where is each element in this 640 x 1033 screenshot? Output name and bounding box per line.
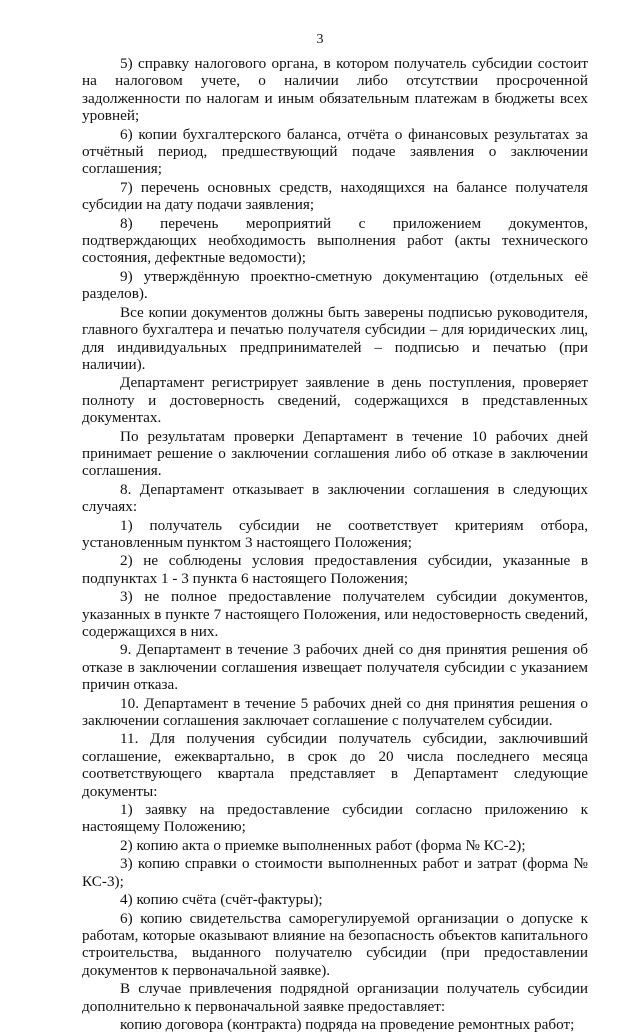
paragraph: 1) заявку на предоставление субсидии согласно приложению к настоящему Положению; bbox=[82, 801, 588, 836]
paragraph: 10. Департамент в течение 5 рабочих дней со дня принятия решения о заключении соглашения заключает соглашение с получателем субсидии. bbox=[82, 694, 588, 730]
paragraph: 6) копию свидетельства саморегулируемой организации о допуске к работам, которые оказывают влияние на безопасность объектов капитального строительства, выданного получателю субсидии (при предоставлении документов к первоначальной заявке). bbox=[82, 909, 588, 979]
paragraph: 3) не полное предоставление получателем субсидии документов, указанных в пункте 7 настоящего Положения, или недостоверность сведений, содержащихся в них. bbox=[82, 588, 588, 640]
page-number: 3 bbox=[316, 32, 324, 47]
paragraph: 8. Департамент отказывает в заключении соглашения в следующих случаях: bbox=[82, 480, 588, 516]
paragraph: 3) копию справки о стоимости выполненных работ и затрат (форма № КС-3); bbox=[82, 855, 588, 890]
paragraph: 5) справку налогового органа, в котором получатель субсидии состоит на налоговом учете, о наличии либо отсутствии просроченной задолженности по налогам и иным обязательным платежам в бюджеты всех уровней; bbox=[82, 55, 588, 125]
paragraph: Все копии документов должны быть заверены подписью руководителя, главного бухгалтера и печатью получателя субсидии – для юридических лиц, для индивидуальных предпринимателей – подписью и печатью (при наличии). bbox=[82, 303, 588, 373]
paragraph: копию договора (контракта) подряда на проведение ремонтных работ; bbox=[120, 1015, 575, 1033]
paragraph: 4) копию счёта (счёт-фактуры); bbox=[120, 891, 323, 909]
paragraph: Департамент регистрирует заявление в день поступления, проверяет полноту и достоверность сведений, содержащихся в представленных документах. bbox=[82, 374, 588, 427]
paragraph: 9. Департамент в течение 3 рабочих дней со дня принятия решения об отказе в заключении соглашения извещает получателя субсидии с указанием причин отказа. bbox=[82, 641, 588, 694]
paragraph: 7) перечень основных средств, находящихся на балансе получателя субсидии на дату подачи заявления; bbox=[82, 178, 588, 214]
paragraph: 11. Для получения субсидии получатель субсидии, заключивший соглашение, ежеквартально, в срок до 20 числа последнего месяца соответствующего квартала представляет в Департамент следующие документы: bbox=[82, 730, 588, 800]
document-body bbox=[82, 55, 588, 1033]
paragraph: 2) не соблюдены условия предоставления субсидии, указанные в подпунктах 1 - 3 пункта 6 настоящего Положения; bbox=[82, 552, 588, 587]
paragraph: 9) утверждённую проектно-сметную документацию (отдельных её разделов). bbox=[82, 267, 588, 303]
paragraph: 1) получатель субсидии не соответствует критериям отбора, установленным пунктом 3 настоящего Положения; bbox=[82, 516, 588, 551]
paragraph: По результатам проверки Департамент в течение 10 рабочих дней принимает решение о заключении соглашения либо об отказе в заключении соглашения. bbox=[82, 427, 588, 480]
paragraph: В случае привлечения подрядной организации получатель субсидии дополнительно к первоначальной заявке предоставляет: bbox=[82, 980, 588, 1015]
paragraph: 6) копии бухгалтерского баланса, отчёта о финансовых результатах за отчётный период, предшествующий подаче заявления о заключении соглашения; bbox=[82, 125, 588, 178]
paragraph: 8) перечень мероприятий с приложением документов, подтверждающих необходимость выполнения работ (акты технического состояния, дефектные ведомости); bbox=[82, 214, 588, 267]
paragraph: 2) копию акта о приемке выполненных работ (форма № КС-2); bbox=[120, 836, 526, 854]
